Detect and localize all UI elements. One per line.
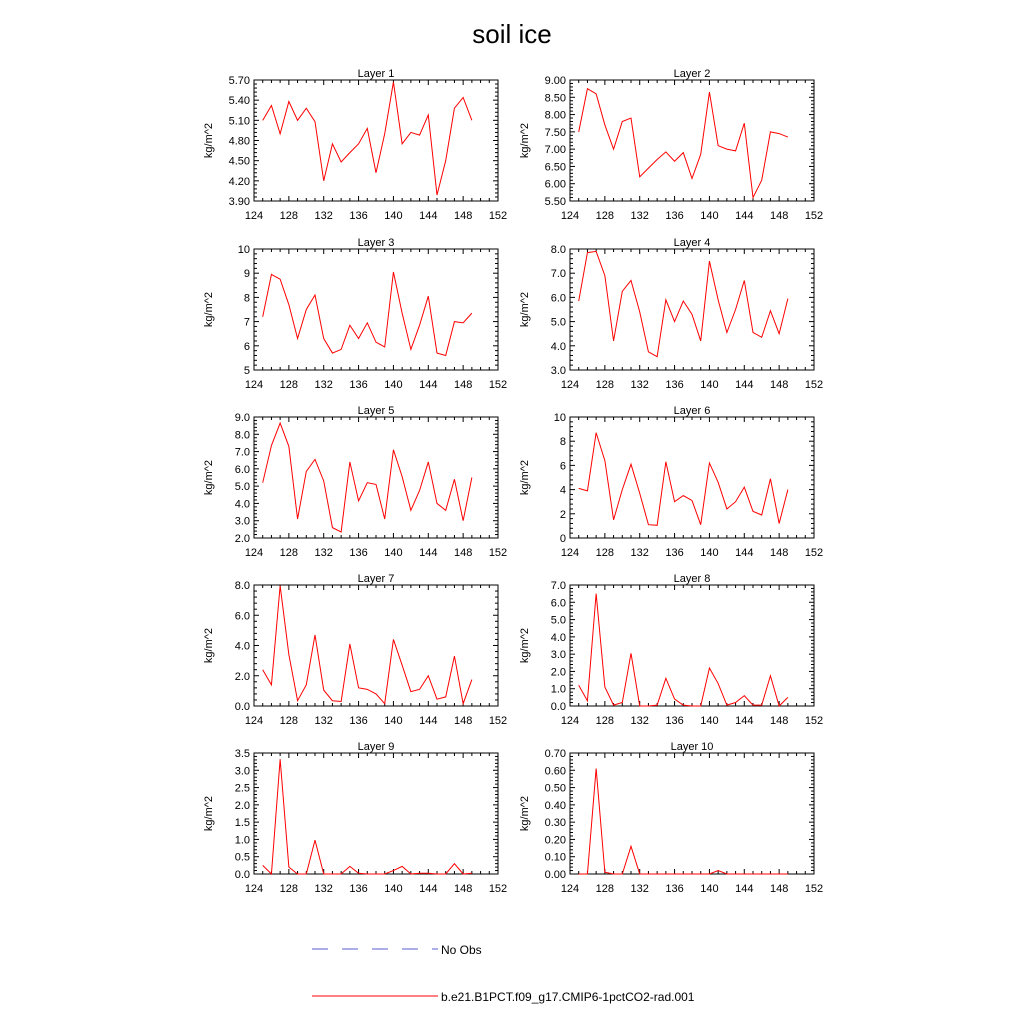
x-tick-label: 144 — [735, 715, 754, 727]
y-tick-label: 9.0 — [234, 412, 250, 424]
y-tick-label: 8.00 — [544, 109, 566, 122]
y-tick-label: 3.0 — [550, 365, 566, 377]
x-tick-label: 128 — [279, 379, 299, 391]
x-tick-label: 144 — [419, 547, 438, 559]
panels — [203, 68, 823, 895]
panel-title: Layer 3 — [357, 237, 395, 249]
x-tick-label: 136 — [349, 715, 368, 727]
x-tick-label: 144 — [419, 715, 438, 727]
y-tick-label: 8 — [243, 292, 250, 305]
y-tick-label: 8.0 — [234, 580, 250, 592]
y-tick-label: 4.20 — [228, 175, 250, 188]
y-axis-label: kg/m^2 — [519, 291, 531, 328]
series-line — [263, 272, 472, 355]
y-axis-label: kg/m^2 — [203, 122, 215, 159]
y-tick-label: 4.0 — [234, 498, 250, 511]
x-tick-label: 124 — [560, 210, 580, 222]
x-tick-label: 128 — [595, 547, 615, 559]
y-tick-label: 6.0 — [234, 610, 250, 623]
y-tick-label: 1.0 — [550, 683, 566, 696]
y-tick-label: 2.0 — [234, 799, 250, 812]
x-tick-label: 140 — [700, 379, 719, 391]
panel-layer-10 — [519, 741, 823, 895]
series-line — [263, 586, 472, 704]
y-tick-label: 0.20 — [544, 834, 566, 847]
y-tick-label: 0.50 — [544, 782, 566, 795]
x-tick-label: 124 — [244, 547, 264, 559]
x-tick-label: 132 — [314, 547, 333, 559]
panel-layer-9 — [203, 741, 507, 895]
x-tick-label: 132 — [630, 210, 649, 222]
y-tick-label: 0.5 — [234, 851, 250, 864]
x-tick-label: 124 — [560, 547, 580, 559]
x-tick-label: 148 — [453, 210, 473, 222]
y-tick-label: 4 — [559, 484, 566, 497]
y-tick-label: 5.0 — [550, 614, 566, 627]
series-line — [579, 251, 788, 356]
y-tick-label: 10 — [237, 244, 250, 256]
x-tick-label: 144 — [735, 883, 754, 895]
plot-frame — [570, 753, 814, 874]
y-tick-label: 3.0 — [234, 765, 250, 778]
x-tick-label: 132 — [314, 883, 333, 895]
y-tick-label: 6.00 — [544, 178, 566, 191]
x-tick-label: 136 — [349, 210, 368, 222]
y-tick-label: 9.00 — [544, 75, 566, 87]
panel-title: Layer 7 — [357, 573, 395, 585]
x-tick-label: 148 — [453, 715, 473, 727]
y-tick-label: 0.40 — [544, 799, 566, 812]
y-tick-label: 6.50 — [544, 161, 566, 174]
y-tick-label: 2.0 — [234, 533, 250, 545]
x-tick-label: 148 — [769, 379, 789, 391]
x-tick-label: 132 — [314, 379, 333, 391]
y-tick-label: 6.0 — [550, 292, 566, 305]
plot-frame — [570, 80, 814, 201]
x-tick-label: 152 — [488, 379, 508, 391]
x-tick-label: 132 — [630, 547, 649, 559]
plot-frame — [254, 417, 498, 538]
x-tick-label: 148 — [769, 547, 789, 559]
x-tick-label: 140 — [384, 379, 403, 391]
y-tick-label: 2.5 — [234, 782, 250, 795]
y-tick-label: 7.50 — [544, 126, 566, 139]
x-tick-label: 136 — [349, 883, 368, 895]
panel-title: Layer 8 — [673, 573, 711, 585]
x-tick-label: 136 — [349, 379, 368, 391]
y-tick-label: 1.0 — [234, 834, 250, 847]
plot-frame — [570, 585, 814, 706]
panel-title: Layer 10 — [670, 741, 714, 753]
x-tick-label: 152 — [488, 210, 508, 222]
y-tick-label: 4.0 — [550, 631, 566, 644]
x-tick-label: 152 — [804, 547, 824, 559]
panel-layer-1 — [203, 68, 507, 222]
x-tick-label: 136 — [665, 547, 684, 559]
legend — [312, 943, 695, 1004]
series-line — [579, 89, 788, 198]
y-tick-label: 5 — [243, 365, 250, 377]
y-tick-label: 8.0 — [550, 244, 566, 256]
y-tick-label: 4.80 — [228, 135, 250, 148]
y-tick-label: 7.0 — [550, 268, 566, 281]
y-tick-label: 5.0 — [550, 316, 566, 329]
plot-frame — [254, 753, 498, 874]
series-line — [579, 769, 788, 874]
x-tick-label: 128 — [279, 210, 299, 222]
figure-title: soil ice — [472, 19, 552, 49]
y-tick-label: 4.50 — [228, 155, 250, 168]
x-tick-label: 144 — [419, 883, 438, 895]
y-tick-label: 0.10 — [544, 851, 566, 864]
panel-title: Layer 2 — [673, 68, 711, 80]
x-tick-label: 136 — [665, 379, 684, 391]
panel-layer-7 — [203, 573, 507, 727]
y-tick-label: 7.00 — [544, 144, 566, 157]
x-tick-label: 148 — [769, 883, 789, 895]
x-tick-label: 152 — [804, 883, 824, 895]
x-tick-label: 148 — [453, 547, 473, 559]
x-tick-label: 132 — [630, 379, 649, 391]
y-tick-label: 8 — [559, 436, 566, 449]
series-line — [579, 594, 788, 706]
x-tick-label: 124 — [244, 210, 264, 222]
x-tick-label: 144 — [735, 547, 754, 559]
y-tick-label: 0.0 — [550, 701, 566, 713]
x-tick-label: 136 — [665, 883, 684, 895]
y-axis-label: kg/m^2 — [519, 122, 531, 159]
y-tick-label: 5.50 — [544, 196, 566, 208]
plot-frame — [254, 585, 498, 706]
x-tick-label: 140 — [700, 715, 719, 727]
panel-title: Layer 9 — [357, 741, 395, 753]
y-tick-label: 3.5 — [234, 748, 250, 760]
y-tick-label: 8.0 — [234, 429, 250, 442]
y-tick-label: 0.70 — [544, 748, 566, 760]
panel-layer-6 — [519, 405, 823, 559]
panel-layer-2 — [519, 68, 823, 222]
y-tick-label: 4.0 — [234, 640, 250, 653]
x-tick-label: 148 — [769, 210, 789, 222]
x-tick-label: 132 — [314, 210, 333, 222]
x-tick-label: 132 — [314, 715, 333, 727]
legend-no-obs-label: No Obs — [441, 943, 482, 957]
x-tick-label: 152 — [488, 547, 508, 559]
y-tick-label: 0.0 — [234, 701, 250, 713]
x-tick-label: 124 — [244, 379, 264, 391]
y-tick-label: 4.0 — [550, 340, 566, 353]
x-tick-label: 132 — [630, 715, 649, 727]
x-tick-label: 144 — [419, 210, 438, 222]
y-tick-label: 10 — [553, 412, 566, 424]
y-tick-label: 5.70 — [228, 75, 250, 87]
x-tick-label: 124 — [560, 883, 580, 895]
y-axis-label: kg/m^2 — [203, 627, 215, 664]
x-tick-label: 140 — [384, 883, 403, 895]
x-tick-label: 128 — [595, 715, 615, 727]
x-tick-label: 140 — [384, 547, 403, 559]
panel-title: Layer 4 — [673, 237, 711, 249]
x-tick-label: 124 — [244, 715, 264, 727]
y-tick-label: 2.0 — [234, 670, 250, 683]
y-tick-label: 0.30 — [544, 817, 566, 830]
y-tick-label: 3.90 — [228, 196, 250, 208]
y-axis-label: kg/m^2 — [203, 459, 215, 496]
x-tick-label: 136 — [665, 210, 684, 222]
panel-layer-8 — [519, 573, 823, 727]
x-tick-label: 148 — [769, 715, 789, 727]
y-tick-label: 7 — [243, 316, 250, 329]
y-axis-label: kg/m^2 — [203, 291, 215, 328]
y-tick-label: 7.0 — [234, 446, 250, 459]
x-tick-label: 128 — [595, 883, 615, 895]
x-tick-label: 152 — [488, 883, 508, 895]
x-tick-label: 144 — [735, 379, 754, 391]
y-tick-label: 3.0 — [234, 515, 250, 528]
series-line — [263, 423, 472, 532]
x-tick-label: 152 — [804, 715, 824, 727]
plot-frame — [570, 417, 814, 538]
x-tick-label: 152 — [804, 210, 824, 222]
x-tick-label: 136 — [349, 547, 368, 559]
y-axis-label: kg/m^2 — [519, 795, 531, 832]
panel-layer-4 — [519, 237, 823, 391]
x-tick-label: 144 — [735, 210, 754, 222]
series-line — [263, 759, 472, 874]
x-tick-label: 140 — [700, 883, 719, 895]
y-axis-label: kg/m^2 — [203, 795, 215, 832]
y-tick-label: 1.5 — [234, 817, 250, 830]
x-tick-label: 128 — [595, 210, 615, 222]
y-tick-label: 6.0 — [550, 597, 566, 610]
x-tick-label: 152 — [488, 715, 508, 727]
x-tick-label: 128 — [595, 379, 615, 391]
y-tick-label: 2.0 — [550, 666, 566, 679]
x-tick-label: 136 — [665, 715, 684, 727]
panel-title: Layer 1 — [357, 68, 395, 80]
x-tick-label: 124 — [560, 715, 580, 727]
y-axis-label: kg/m^2 — [519, 459, 531, 496]
y-tick-label: 0.0 — [234, 869, 250, 881]
x-tick-label: 148 — [453, 883, 473, 895]
x-tick-label: 128 — [279, 547, 299, 559]
y-tick-label: 5.0 — [234, 481, 250, 494]
y-tick-label: 5.40 — [228, 95, 250, 108]
series-line — [263, 82, 472, 195]
plot-frame — [254, 80, 498, 201]
panel-title: Layer 5 — [357, 405, 395, 417]
x-tick-label: 132 — [630, 883, 649, 895]
x-tick-label: 140 — [384, 715, 403, 727]
y-tick-label: 9 — [243, 268, 250, 281]
y-axis-label: kg/m^2 — [519, 627, 531, 664]
y-tick-label: 5.10 — [228, 115, 250, 128]
panel-title: Layer 6 — [673, 405, 711, 417]
y-tick-label: 6 — [559, 460, 566, 473]
x-tick-label: 128 — [279, 883, 299, 895]
panel-layer-3 — [203, 237, 507, 391]
x-tick-label: 124 — [560, 379, 580, 391]
panel-layer-5 — [203, 405, 507, 559]
x-tick-label: 148 — [453, 379, 473, 391]
series-line — [579, 433, 788, 526]
x-tick-label: 152 — [804, 379, 824, 391]
y-tick-label: 7.0 — [550, 580, 566, 592]
y-tick-label: 3.0 — [550, 649, 566, 662]
y-tick-label: 8.50 — [544, 92, 566, 105]
x-tick-label: 128 — [279, 715, 299, 727]
y-tick-label: 6.0 — [234, 463, 250, 476]
y-tick-label: 6 — [243, 340, 250, 353]
x-tick-label: 140 — [700, 547, 719, 559]
y-tick-label: 0.00 — [544, 869, 566, 881]
y-tick-label: 0 — [559, 533, 566, 545]
y-tick-label: 0.60 — [544, 765, 566, 778]
x-tick-label: 140 — [384, 210, 403, 222]
x-tick-label: 140 — [700, 210, 719, 222]
plot-frame — [570, 249, 814, 370]
x-tick-label: 124 — [244, 883, 264, 895]
y-tick-label: 2 — [559, 508, 566, 521]
legend-run-label: b.e21.B1PCT.f09_g17.CMIP6-1pctCO2-rad.001 — [441, 990, 695, 1004]
x-tick-label: 144 — [419, 379, 438, 391]
